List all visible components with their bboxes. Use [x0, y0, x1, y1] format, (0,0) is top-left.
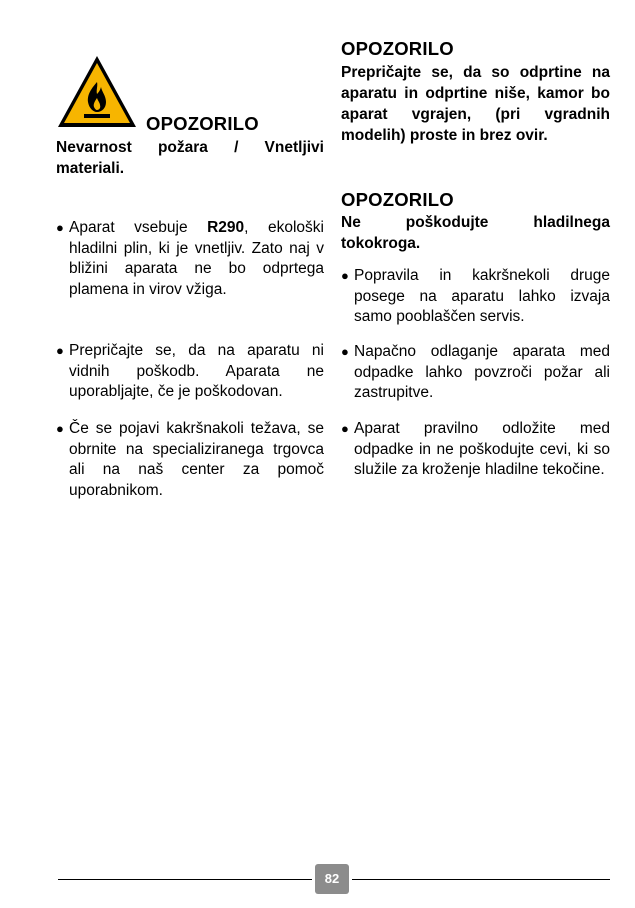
warning-subtitle: Ne poškodujte hladilnega tokokroga. [341, 214, 610, 252]
bullet-icon: ● [56, 343, 64, 358]
warning-title: OPOZORILO [146, 113, 259, 134]
list-item [341, 266, 610, 328]
flammable-warning-icon [56, 54, 138, 130]
list-item-text: Napačno odlaganje aparata med odpadke lahko povzroči požar ali zastrupitve. [354, 343, 610, 401]
list-item [56, 419, 324, 501]
footer-rule-left [58, 879, 312, 880]
list-item [56, 218, 324, 300]
list-item-text: Aparat pravilno odložite med odpadke in ne poškodujte cevi, ki so služile za kroženje hladilne tekočine. [354, 420, 610, 478]
list-item [56, 341, 324, 403]
warning-subtitle: Prepričajte se, da so odprtine na aparatu in odprtine niše, kamor bo aparat vgrajen, (pri vgradnih modelih) proste in brez ovir. [341, 64, 610, 144]
footer-rule-right [352, 879, 610, 880]
bullet-icon: ● [56, 421, 64, 436]
list-item [341, 342, 610, 404]
warning-title: OPOZORILO [341, 38, 454, 59]
list-item [341, 419, 610, 481]
list-item-text: Popravila in kakršnekoli druge posege na aparatu lahko izvaja samo pooblaščen servis. [354, 267, 610, 325]
page-number: 82 [315, 864, 349, 894]
list-item-text: Aparat vsebuje R290, ekološki hladilni plin, ki je vnetljiv. Zato naj v bližini aparata ne bo odprtega plamena in virov vžiga. [69, 219, 324, 298]
list-item-text: Prepričajte se, da na aparatu ni vidnih poškodb. Aparata ne uporabljajte, če je poškodovan. [69, 342, 324, 400]
bullet-icon: ● [341, 268, 349, 283]
warning-subtitle: Nevarnost požara / Vnetljivi materiali. [56, 139, 324, 177]
bullet-icon: ● [341, 421, 349, 436]
warning-title: OPOZORILO [341, 189, 454, 210]
bullet-icon: ● [341, 344, 349, 359]
list-item-text: Če se pojavi kakršnakoli težava, se obrnite na specializiranega trgovca ali na naš center za pomoč uporabnikom. [69, 420, 324, 499]
bullet-icon: ● [56, 220, 64, 235]
